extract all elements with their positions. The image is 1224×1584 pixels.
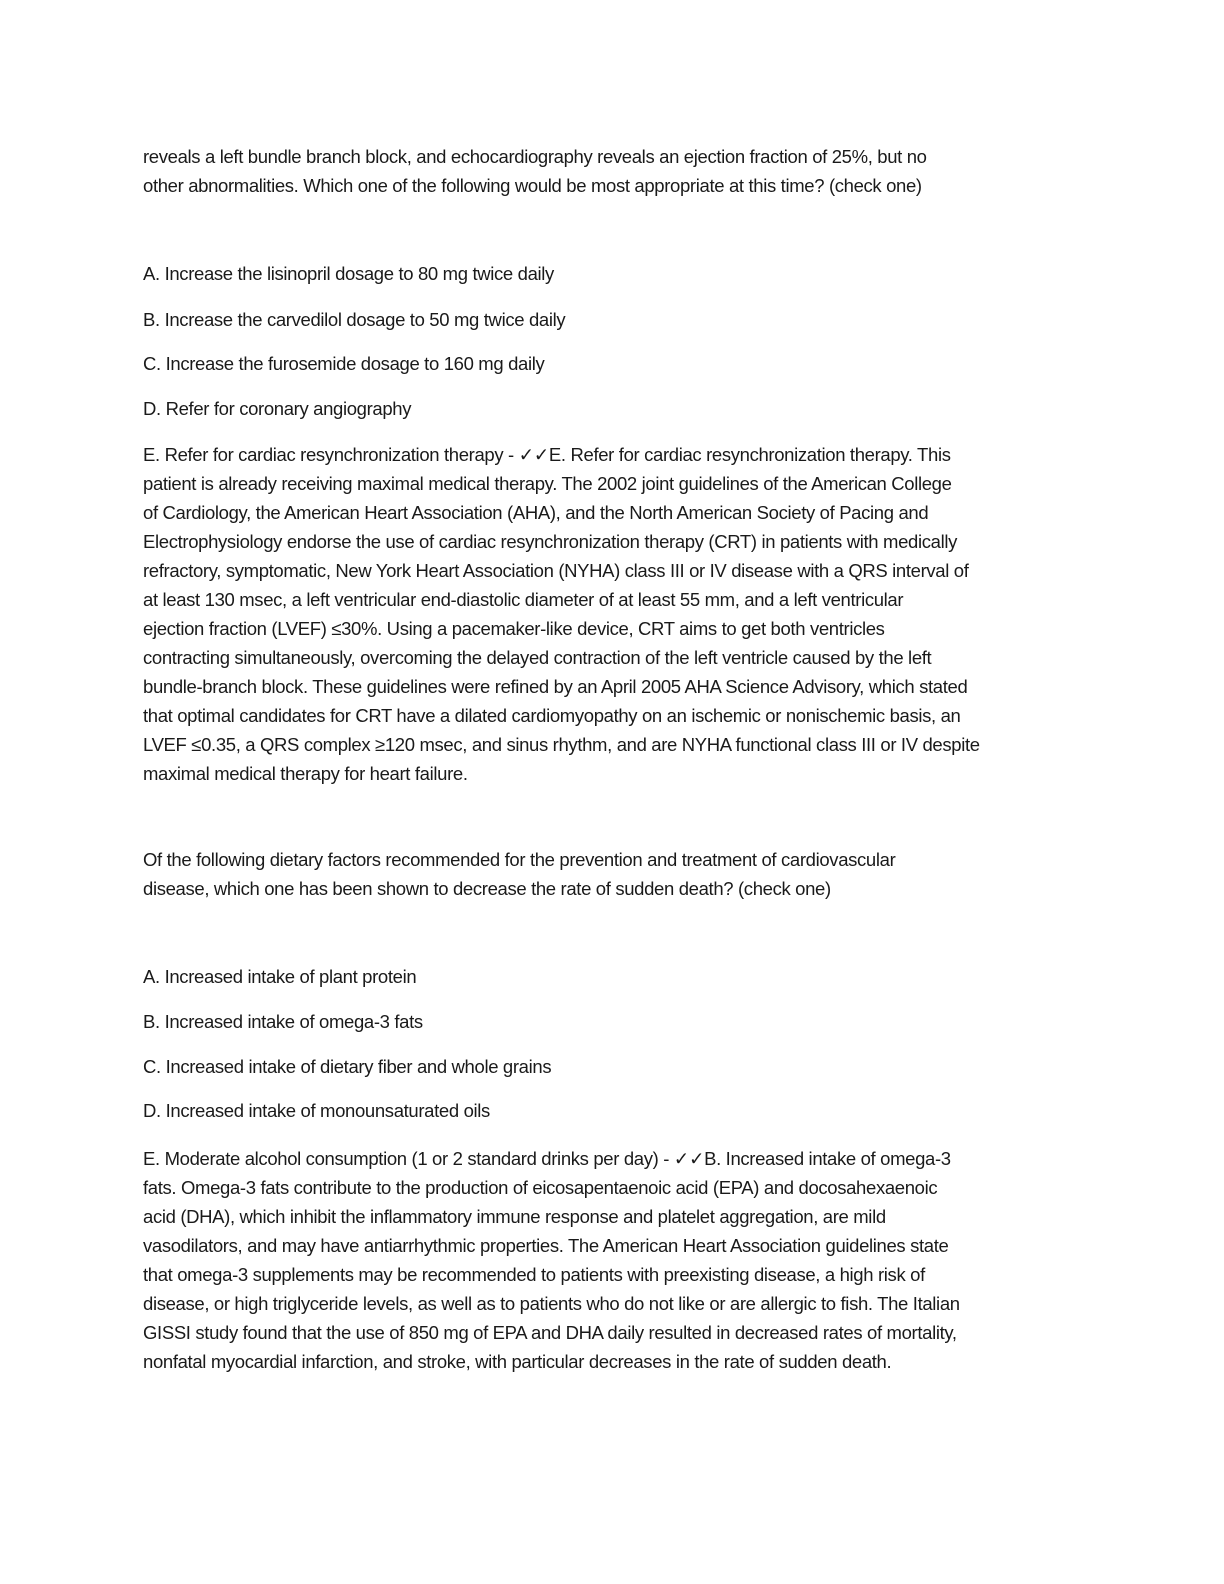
question1-option-d: D. Refer for coronary angiography (143, 398, 412, 419)
answer-line: bundle-branch block. These guidelines were refined by an April 2005 AHA Science Advisory, which stated (143, 676, 968, 697)
question2-option-d: D. Increased intake of monounsaturated oils (143, 1100, 490, 1121)
question1-option-c: C. Increase the furosemide dosage to 160 mg daily (143, 353, 545, 374)
answer-line: contracting simultaneously, overcoming the delayed contraction of the left ventricle caused by the left (143, 647, 932, 668)
stem-line: reveals a left bundle branch block, and echocardiography reveals an ejection fraction of 25%, but no (143, 146, 927, 167)
answer-line: at least 130 msec, a left ventricular end-diastolic diameter of at least 55 mm, and a left ventricular (143, 589, 904, 610)
question1-answer (143, 440, 980, 788)
question1-stem (143, 142, 927, 200)
answer-line: E. Moderate alcohol consumption (1 or 2 standard drinks per day) - ✓✓B. Increased intake of omega-3 (143, 1148, 951, 1169)
stem-line: disease, which one has been shown to decrease the rate of sudden death? (check one) (143, 878, 831, 899)
answer-line: vasodilators, and may have antiarrhythmic properties. The American Heart Association guidelines state (143, 1235, 949, 1256)
answer-line: refractory, symptomatic, New York Heart Association (NYHA) class III or IV disease with a QRS interval of (143, 560, 969, 581)
answer-line: of Cardiology, the American Heart Association (AHA), and the North American Society of Pacing and (143, 502, 929, 523)
question2-stem (143, 845, 895, 903)
question2-answer (143, 1144, 960, 1376)
answer-line: disease, or high triglyceride levels, as well as to patients who do not like or are allergic to fish. The Italian (143, 1293, 960, 1314)
answer-line: nonfatal myocardial infarction, and stroke, with particular decreases in the rate of sudden death. (143, 1351, 892, 1372)
question1-option-a: A. Increase the lisinopril dosage to 80 mg twice daily (143, 263, 554, 284)
answer-line: ejection fraction (LVEF) ≤30%. Using a pacemaker-like device, CRT aims to get both ventricles (143, 618, 885, 639)
answer-line: patient is already receiving maximal medical therapy. The 2002 joint guidelines of the American College (143, 473, 952, 494)
answer-line: that omega-3 supplements may be recommended to patients with preexisting disease, a high risk of (143, 1264, 925, 1285)
question2-option-c: C. Increased intake of dietary fiber and whole grains (143, 1056, 552, 1077)
answer-line: LVEF ≤0.35, a QRS complex ≥120 msec, and sinus rhythm, and are NYHA functional class III or IV despite (143, 734, 980, 755)
answer-line: acid (DHA), which inhibit the inflammatory immune response and platelet aggregation, are mild (143, 1206, 886, 1227)
answer-line: Electrophysiology endorse the use of cardiac resynchronization therapy (CRT) in patients with medically (143, 531, 957, 552)
question1-option-b: B. Increase the carvedilol dosage to 50 mg twice daily (143, 309, 566, 330)
stem-line: Of the following dietary factors recommended for the prevention and treatment of cardiovascular (143, 849, 896, 870)
answer-line: that optimal candidates for CRT have a dilated cardiomyopathy on an ischemic or nonischemic basis, an (143, 705, 961, 726)
answer-line: maximal medical therapy for heart failure. (143, 763, 468, 784)
question2-option-b: B. Increased intake of omega-3 fats (143, 1011, 423, 1032)
answer-line: fats. Omega-3 fats contribute to the production of eicosapentaenoic acid (EPA) and docosahexaenoic (143, 1177, 938, 1198)
answer-line: GISSI study found that the use of 850 mg of EPA and DHA daily resulted in decreased rates of mortality, (143, 1322, 957, 1343)
answer-line: E. Refer for cardiac resynchronization therapy - ✓✓E. Refer for cardiac resynchronization therapy. This (143, 444, 951, 465)
stem-line: other abnormalities. Which one of the following would be most appropriate at this time? (check one) (143, 175, 922, 196)
question2-option-a: A. Increased intake of plant protein (143, 966, 417, 987)
